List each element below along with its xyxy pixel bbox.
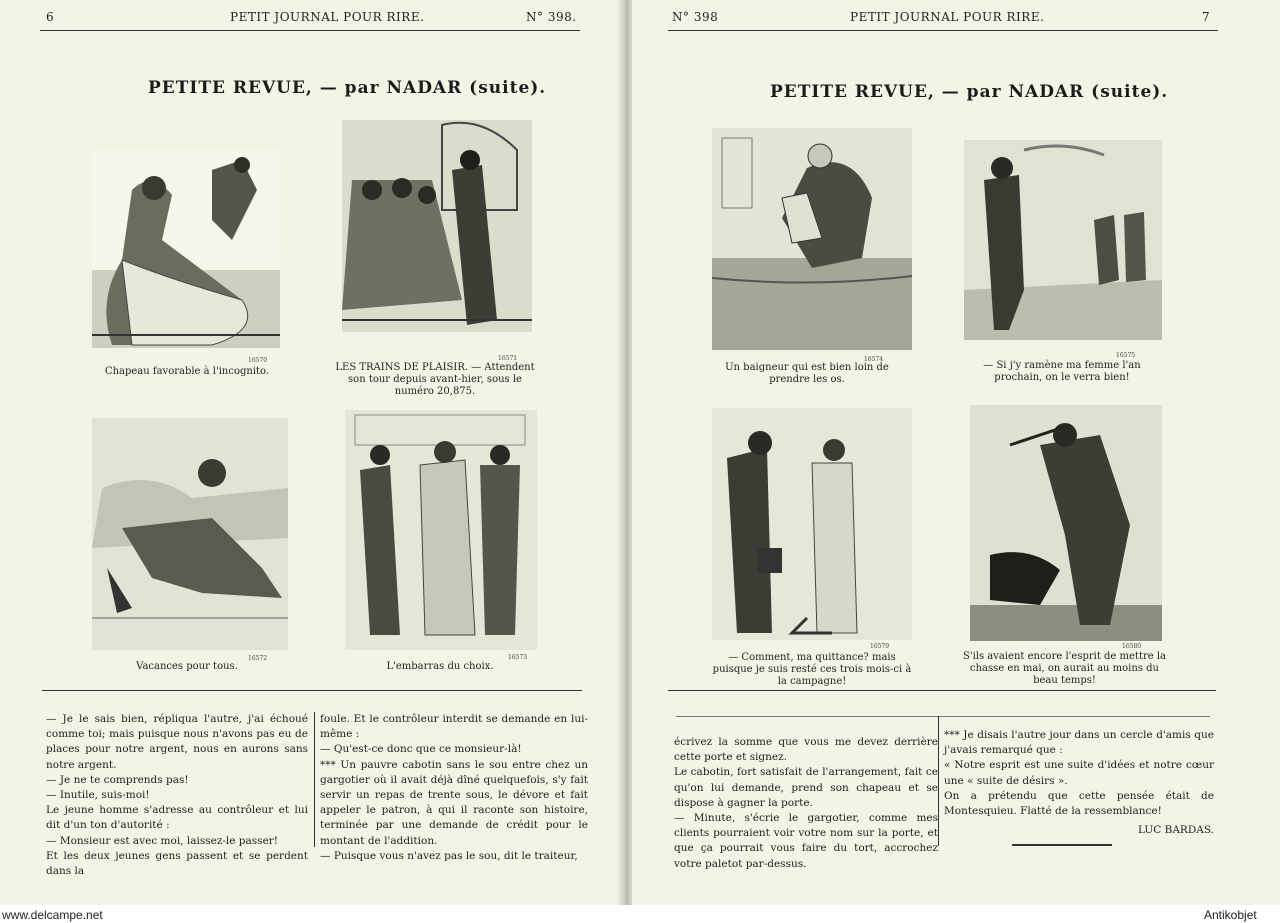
- paragraph: — Je ne te comprends pas!: [46, 773, 189, 786]
- text-column: [944, 728, 1214, 838]
- illustration-caption: Chapeau favorable à l'incognito.: [104, 366, 270, 377]
- signature: LUC BARDAS.: [1138, 824, 1214, 837]
- column-divider: [314, 712, 315, 847]
- page-number: 7: [1202, 10, 1211, 24]
- journal-title: PETIT JOURNAL POUR RIRE.: [230, 10, 425, 24]
- illustration-caption: — Comment, ma quittance? mais puisque je suis resté ces trois mois-ci à la campagne!: [712, 652, 912, 687]
- issue-number: N° 398.: [526, 10, 577, 24]
- paragraph: *** Un pauvre cabotin sans le sou entre chez un gargotier où il avait déjà dîné quelquefois, s'y fait servir un repas de trente sous, le dévore et fait appeler le patron, à qui il raconte son histoire, terminée par une demande de crédit pour le montant de l'addition.: [320, 758, 588, 847]
- paragraph: — Qu'est-ce donc que ce monsieur-là!: [320, 743, 522, 756]
- watermark-right[interactable]: Antikobjet: [1204, 908, 1257, 922]
- illustration-caption: — Si j'y ramène ma femme l'an prochain, on le verra bien!: [983, 360, 1141, 383]
- illustration-hunter: [970, 405, 1162, 641]
- paragraph: Le cabotin, fort satisfait de l'arrangement, fait ce qu'on lui demande, prend son chapeau et se dispose à gagner la porte.: [674, 766, 938, 809]
- page-title: PETITE REVUE, — par NADAR (suite).: [770, 82, 1169, 102]
- paragraph: *** Je disais l'autre jour dans un cercle d'amis que j'avais remarqué que :: [944, 729, 1214, 757]
- text-column: [320, 712, 588, 864]
- illustration-caption: S'ils avaient encore l'esprit de mettre la chasse en mai, on aurait au moins du beau temps!: [962, 651, 1167, 686]
- page-title: PETITE REVUE, — par NADAR (suite).: [148, 78, 547, 98]
- illustration-caption: Vacances pour tous.: [136, 661, 238, 672]
- illustration-number: 16580: [1122, 643, 1142, 650]
- text-column: [674, 735, 938, 872]
- illustration-beach-man: [964, 140, 1162, 340]
- right-page: [632, 0, 1280, 905]
- left-page: [0, 0, 622, 905]
- paragraph: écrivez la somme que vous me devez derrière cette porte et signez.: [674, 736, 938, 764]
- paragraph: — Puisque vous n'avez pas le sou, dit le traiteur,: [320, 849, 578, 862]
- section-rule-secondary: [676, 716, 1210, 717]
- illustration-caption: Un baigneur qui est bien loin de prendre les os.: [725, 362, 889, 385]
- illustration-number: 16570: [248, 357, 268, 364]
- section-rule: [42, 690, 582, 691]
- illustration-number: 16572: [248, 655, 268, 662]
- illustration-caption: LES TRAINS DE PLAISIR. — Attendent son tour depuis avant-hier, sous le numéro 20,875.: [335, 362, 535, 397]
- footer-bar: [0, 905, 1280, 923]
- illustration-caption: L'embarras du choix.: [386, 661, 494, 672]
- illustration-choice: [345, 410, 537, 650]
- illustration-number: 16573: [508, 654, 528, 661]
- text-column: [46, 712, 308, 879]
- illustration-number: 16571: [498, 355, 518, 362]
- page-number: 6: [46, 10, 55, 24]
- journal-title: PETIT JOURNAL POUR RIRE.: [850, 10, 1045, 24]
- ornament-rule: [1012, 844, 1112, 846]
- illustration-hat-lady: [92, 150, 280, 348]
- header-rule: [668, 30, 1218, 31]
- section-rule: [668, 690, 1216, 691]
- illustration-receipt: [712, 408, 912, 640]
- paragraph: « Notre esprit est une suite d'idées et notre cœur une « suite de désirs ».: [944, 759, 1214, 787]
- header-rule: [40, 30, 580, 31]
- paragraph: Le jeune homme s'adresse au contrôleur et lui dit d'un ton d'autorité :: [46, 804, 308, 832]
- illustration-bather: [712, 128, 912, 350]
- illustration-number: 16575: [1116, 352, 1136, 359]
- paragraph: — Monsieur est avec moi, laissez-le passer!: [46, 834, 279, 847]
- paragraph: — Je le sais bien, répliqua l'autre, j'ai échoué comme toi; mais puisque nous n'avons pas eu de places pour notre argent, nous en aurons sans notre argent.: [46, 713, 308, 771]
- illustration-number: 16579: [870, 643, 890, 650]
- watermark-left[interactable]: www.delcampe.net: [2, 908, 103, 922]
- paragraph: foule. Et le contrôleur interdit se demande en lui-même :: [320, 713, 588, 741]
- paragraph: On a prétendu que cette pensée était de Montesquieu. Flatté de la ressemblance!: [944, 789, 1214, 818]
- paragraph: — Minute, s'écrie le gargotier, comme mes clients pourraient voir votre nom sur la porte, et que ça pourrait vous faire du tort, accrochez votre paletot par-dessus.: [674, 812, 938, 870]
- illustration-trains: [342, 120, 532, 332]
- paragraph: Et les deux jeunes gens passent et se perdent dans la: [46, 849, 308, 878]
- illustration-number: 16574: [864, 356, 884, 363]
- illustration-vacation: [92, 418, 288, 650]
- issue-number: N° 398: [672, 10, 719, 24]
- paragraph: — Inutile, suis-moi!: [46, 789, 150, 802]
- column-divider: [938, 716, 939, 846]
